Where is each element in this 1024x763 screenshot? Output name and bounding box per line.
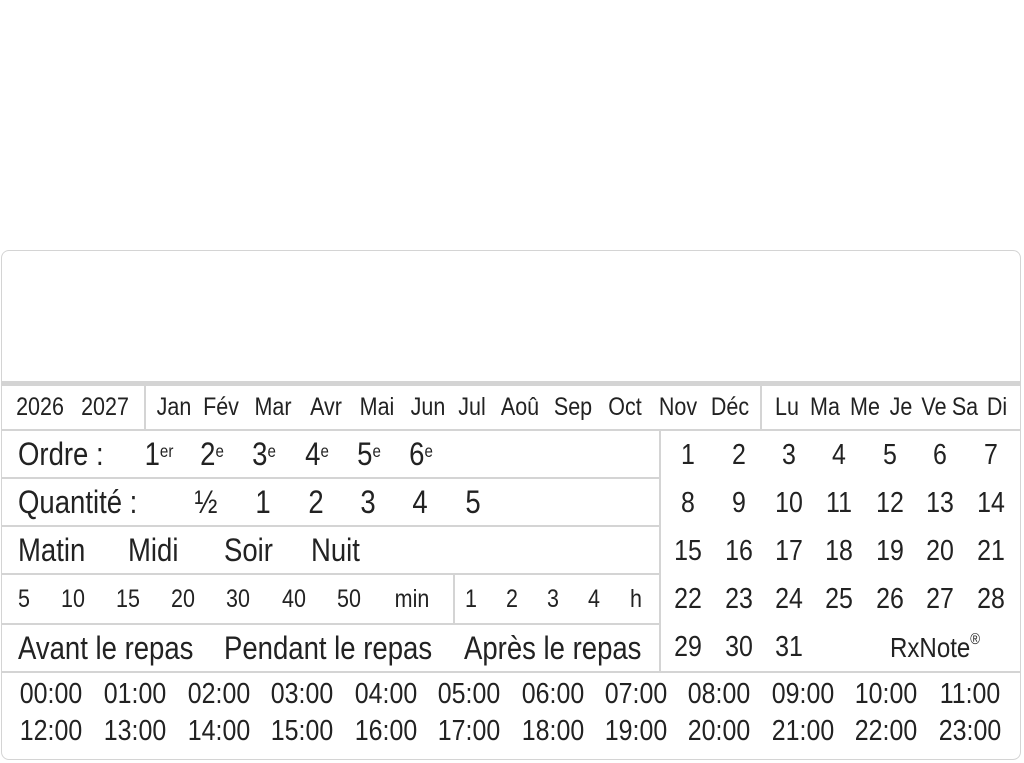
order-number: 1 <box>144 435 160 472</box>
minutes-option[interactable]: 5 <box>18 584 30 613</box>
quantity-option[interactable]: 4 <box>412 483 428 520</box>
month-option[interactable]: Avr <box>310 393 342 421</box>
month-option[interactable]: Mai <box>359 393 395 421</box>
order-number: 5 <box>357 435 373 472</box>
month-option[interactable]: Fév <box>203 393 239 421</box>
minutes-option[interactable]: 50 <box>337 584 361 613</box>
quantity-option[interactable]: ½ <box>194 483 218 520</box>
registered-mark: ® <box>970 631 981 649</box>
brand <box>890 625 995 671</box>
day-option[interactable]: 11 <box>826 486 852 519</box>
day-option[interactable]: 10 <box>775 486 803 519</box>
day-option[interactable]: 18 <box>825 534 853 567</box>
time-of-day-option[interactable]: Nuit <box>311 531 360 568</box>
quantity-option[interactable]: 1 <box>255 483 271 520</box>
day-option[interactable]: 12 <box>876 486 904 519</box>
clock-time-option[interactable]: 18:00 <box>521 714 585 747</box>
clock-time-option[interactable]: 14:00 <box>187 714 251 747</box>
quantity-option[interactable]: 5 <box>465 483 481 520</box>
hours-row <box>455 575 659 623</box>
order-option[interactable] <box>347 431 392 477</box>
weekday-option[interactable]: Di <box>986 393 1008 421</box>
day-option[interactable]: 20 <box>926 534 954 567</box>
meal-timing-option[interactable]: Pendant le repas <box>224 629 433 666</box>
month-option[interactable]: Jul <box>458 393 486 421</box>
order-option[interactable] <box>137 431 182 477</box>
clock-time-option[interactable]: 23:00 <box>938 714 1002 747</box>
day-option[interactable]: 30 <box>725 630 753 663</box>
month-option[interactable]: Jan <box>156 393 192 421</box>
order-number: 2 <box>200 435 216 472</box>
time-of-day-row <box>2 527 657 573</box>
clock-time-option[interactable]: 21:00 <box>771 714 835 747</box>
clock-time-option[interactable]: 08:00 <box>687 677 751 710</box>
day-option[interactable]: 31 <box>775 630 803 663</box>
minutes-row <box>2 575 453 623</box>
hours-option[interactable]: 4 <box>588 584 600 613</box>
order-suffix: e <box>267 440 276 461</box>
minutes-option[interactable]: 40 <box>282 584 306 613</box>
weekday-option[interactable]: Sa <box>951 393 979 421</box>
day-option[interactable]: 7 <box>984 438 998 471</box>
clock-time-option[interactable]: 17:00 <box>437 714 501 747</box>
order-option[interactable] <box>295 431 340 477</box>
day-option[interactable]: 25 <box>825 582 853 615</box>
weekday-option[interactable]: Me <box>850 393 880 421</box>
day-option[interactable]: 6 <box>933 438 947 471</box>
day-option[interactable]: 4 <box>832 438 846 471</box>
hours-unit: h <box>630 584 642 613</box>
day-option[interactable]: 22 <box>674 582 702 615</box>
hours-option[interactable]: 3 <box>547 584 559 613</box>
order-option[interactable] <box>190 431 235 477</box>
minutes-option[interactable]: 20 <box>171 584 195 613</box>
clock-time-option[interactable]: 02:00 <box>187 677 251 710</box>
weekday-option[interactable]: Ma <box>810 393 840 421</box>
quantity-option[interactable]: 3 <box>360 483 376 520</box>
year-option[interactable]: 2026 <box>16 393 64 421</box>
order-suffix: e <box>215 440 224 461</box>
day-option[interactable]: 8 <box>681 486 695 519</box>
month-option[interactable]: Mar <box>254 393 292 421</box>
hours-option[interactable]: 2 <box>506 584 518 613</box>
day-option[interactable]: 9 <box>732 486 746 519</box>
day-option[interactable]: 13 <box>926 486 954 519</box>
month-option[interactable]: Aoû <box>500 393 540 421</box>
quantity-row <box>2 479 657 525</box>
day-option[interactable]: 26 <box>876 582 904 615</box>
day-option[interactable]: 27 <box>926 582 954 615</box>
weekday-option[interactable]: Je <box>889 393 913 421</box>
divider <box>760 386 762 429</box>
day-option[interactable]: 19 <box>876 534 904 567</box>
day-option[interactable]: 15 <box>674 534 702 567</box>
year-selector <box>6 386 142 429</box>
minutes-unit: min <box>394 584 430 613</box>
brand-name: RxNote <box>890 632 971 663</box>
day-option[interactable]: 3 <box>782 438 796 471</box>
meal-timing-option[interactable]: Avant le repas <box>18 629 194 666</box>
time-of-day-option[interactable]: Matin <box>18 531 86 568</box>
order-suffix: er <box>159 440 174 461</box>
day-option[interactable]: 5 <box>883 438 897 471</box>
month-selector <box>152 386 756 429</box>
clock-time-option[interactable]: 07:00 <box>604 677 668 710</box>
order-option[interactable] <box>242 431 287 477</box>
clock-time-option[interactable]: 09:00 <box>771 677 835 710</box>
month-option[interactable]: Jun <box>410 393 446 421</box>
clock-time-option[interactable]: 15:00 <box>270 714 334 747</box>
clock-time-option[interactable]: 12:00 <box>19 714 83 747</box>
month-option[interactable]: Oct <box>608 393 642 421</box>
clock-time-option[interactable]: 10:00 <box>854 677 918 710</box>
quantity-option[interactable]: 2 <box>308 483 324 520</box>
clock-time-option[interactable]: 04:00 <box>354 677 418 710</box>
clock-time-option[interactable]: 19:00 <box>604 714 668 747</box>
weekday-selector <box>768 386 1018 429</box>
meal-timing-option[interactable]: Après le repas <box>464 629 642 666</box>
clock-time-option[interactable]: 11:00 <box>939 677 1001 710</box>
day-option[interactable]: 16 <box>725 534 753 567</box>
divider <box>2 671 1020 673</box>
meal-timing-row <box>2 625 657 671</box>
divider <box>144 386 146 429</box>
time-of-day-option[interactable]: Midi <box>128 531 179 568</box>
day-option[interactable]: 2 <box>732 438 746 471</box>
order-number: 4 <box>305 435 321 472</box>
clock-time-option[interactable]: 22:00 <box>854 714 918 747</box>
weekday-option[interactable]: Lu <box>775 393 799 421</box>
clock-time-option[interactable]: 01:00 <box>103 677 167 710</box>
clock-time-option[interactable]: 00:00 <box>19 677 83 710</box>
hour-of-day-grid <box>2 675 1019 757</box>
order-label: Ordre : <box>18 435 104 472</box>
hours-option[interactable]: 1 <box>465 584 477 613</box>
day-option[interactable]: 21 <box>977 534 1005 567</box>
time-of-day-option[interactable]: Soir <box>224 531 273 568</box>
clock-time-option[interactable]: 13:00 <box>103 714 167 747</box>
order-number: 6 <box>409 435 425 472</box>
minutes-option[interactable]: 10 <box>61 584 85 613</box>
clock-time-option[interactable]: 20:00 <box>687 714 751 747</box>
day-option[interactable]: 17 <box>775 534 803 567</box>
month-option[interactable]: Déc <box>710 393 750 421</box>
order-suffix: e <box>320 440 329 461</box>
year-option[interactable]: 2027 <box>81 393 129 421</box>
quantity-label: Quantité : <box>18 483 138 520</box>
order-option[interactable] <box>399 431 444 477</box>
day-option[interactable]: 29 <box>674 630 702 663</box>
day-option[interactable]: 14 <box>977 486 1005 519</box>
day-option[interactable]: 1 <box>681 438 695 471</box>
order-row <box>2 431 657 477</box>
day-option[interactable]: 23 <box>725 582 753 615</box>
order-number: 3 <box>252 435 268 472</box>
medication-label-card <box>1 250 1021 760</box>
minutes-option[interactable]: 15 <box>116 584 140 613</box>
clock-time-option[interactable]: 03:00 <box>270 677 334 710</box>
order-suffix: e <box>372 440 381 461</box>
day-option[interactable]: 28 <box>977 582 1005 615</box>
blank-note-area[interactable] <box>2 251 1020 381</box>
month-option[interactable]: Nov <box>658 393 698 421</box>
day-option[interactable]: 24 <box>775 582 803 615</box>
weekday-option[interactable]: Ve <box>921 393 947 421</box>
clock-time-option[interactable]: 06:00 <box>521 677 585 710</box>
order-suffix: e <box>424 440 433 461</box>
clock-time-option[interactable]: 16:00 <box>354 714 418 747</box>
minutes-option[interactable]: 30 <box>226 584 250 613</box>
clock-time-option[interactable]: 05:00 <box>437 677 501 710</box>
month-option[interactable]: Sep <box>553 393 593 421</box>
